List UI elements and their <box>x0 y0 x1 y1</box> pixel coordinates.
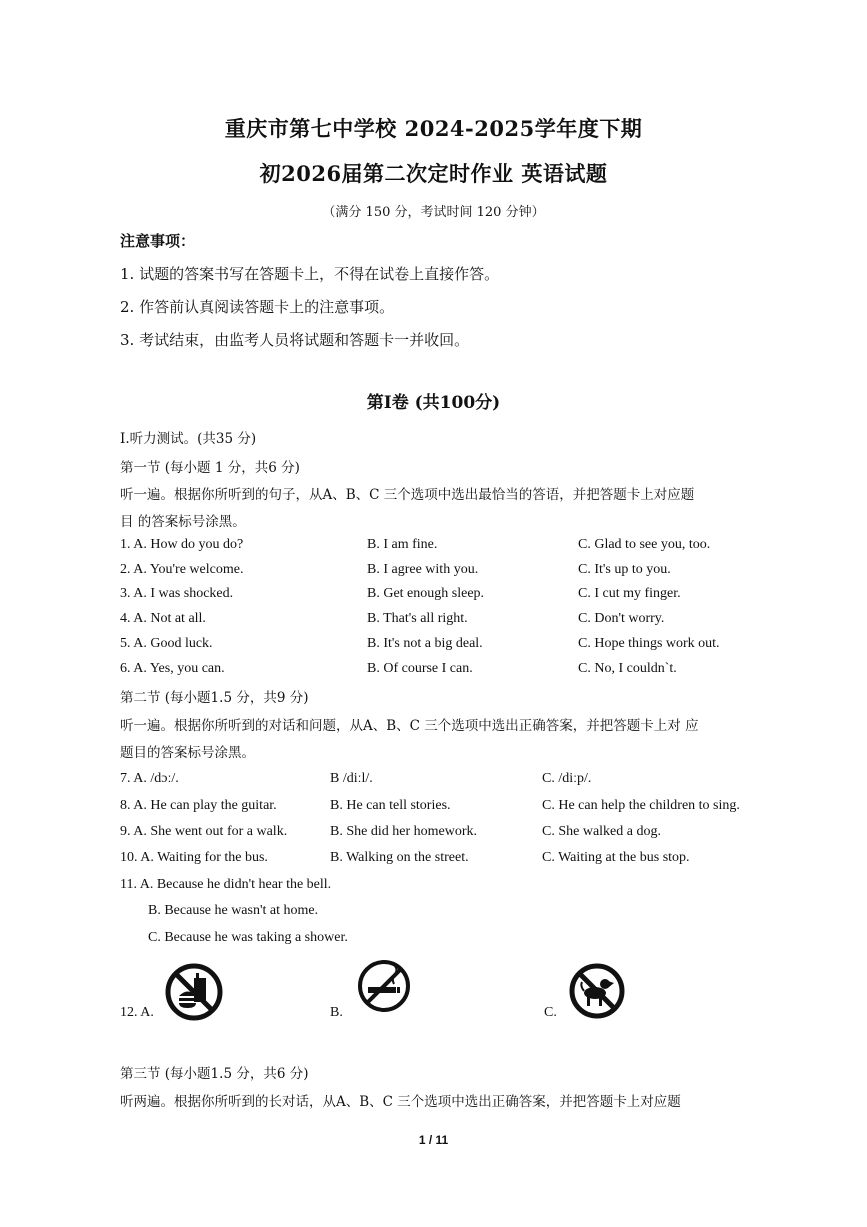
question-option-c: C. I cut my finger. <box>578 586 681 601</box>
question-option-c: C. Hope things work out. <box>578 636 720 651</box>
exam-subtitle: （满分 150 分，考试时间 120 分钟） <box>322 205 545 220</box>
page-number: 1 / 11 <box>418 1133 449 1147</box>
question-option-c: C. Glad to see you, too. <box>578 537 711 552</box>
notice-heading: 注意事项： <box>120 232 196 250</box>
section3-instruction: 听两遍。根据你所听到的长对话，从A、B、C 三个选项中选出正确答案，并把答题卡上对应题 <box>120 1094 681 1110</box>
notice-item: 1. 试题的答案书写在答题卡上，不得在试卷上直接作答。 <box>120 265 500 283</box>
section2-heading: 第二节 (每小题1.5 分，共9 分) <box>120 690 309 706</box>
section1-heading: 第一节 (每小题 1 分，共6 分) <box>120 460 300 476</box>
question-option-c: C. Waiting at the bus stop. <box>542 850 690 865</box>
question-option-b: B. Because he wasn't at home. <box>148 903 319 918</box>
part1-title: I.听力测试。(共35 分) <box>120 431 257 447</box>
question-option-c: C. /diːp/. <box>542 771 592 786</box>
question-option-a: 10. A. Waiting for the bus. <box>120 850 268 865</box>
question-option-a: 1. A. How do you do? <box>120 537 244 552</box>
exam-title-line1: 重庆市第七中学校 2024-2025学年度下期 <box>224 116 643 141</box>
question-option-b: B. I agree with you. <box>367 562 479 577</box>
question-option-a: 3. A. I was shocked. <box>120 586 234 601</box>
notice-item: 2. 作答前认真阅读答题卡上的注意事项。 <box>120 298 395 316</box>
q12-option-b-label: B. <box>330 1005 343 1020</box>
question-option-b: B /diːl/. <box>330 771 373 786</box>
question-option-a: 9. A. She went out for a walk. <box>120 824 288 839</box>
no-food-drink-icon <box>164 962 224 1026</box>
question-option-b: B. He can tell stories. <box>330 798 451 813</box>
question-option-b: B. Get enough sleep. <box>367 586 485 601</box>
question-option-c: C. Because he was taking a shower. <box>148 930 348 945</box>
question-option-a: 11. A. Because he didn't hear the bell. <box>120 877 332 892</box>
question-option-a: 5. A. Good luck. <box>120 636 213 651</box>
question-option-a: 8. A. He can play the guitar. <box>120 798 277 813</box>
question-option-c: C. Don't worry. <box>578 611 665 626</box>
q12-option-c-label: C. <box>544 1005 557 1020</box>
question-option-c: C. She walked a dog. <box>542 824 661 839</box>
section1-instruction: 目 的答案标号涂黑。 <box>120 514 246 530</box>
question-option-c: C. No, I couldn`t. <box>578 661 677 676</box>
no-dogs-icon <box>568 962 626 1024</box>
no-smoking-icon <box>356 958 412 1018</box>
question-option-a: 4. A. Not at all. <box>120 611 206 626</box>
question-option-b: B. That's all right. <box>367 611 468 626</box>
section2-instruction: 题目的答案标号涂黑。 <box>120 745 255 761</box>
section3-heading: 第三节 (每小题1.5 分，共6 分) <box>120 1066 309 1082</box>
section1-instruction: 听一遍。根据你所听到的句子，从A、B、C 三个选项中选出最恰当的答语，并把答题卡上对应题 <box>120 487 695 503</box>
question-option-a: 7. A. /dɔː/. <box>120 771 179 786</box>
question-option-b: B. I am fine. <box>367 537 438 552</box>
question-option-b: B. Walking on the street. <box>330 850 469 865</box>
question-option-c: C. He can help the children to sing. <box>542 798 740 813</box>
question-option-b: B. It's not a big deal. <box>367 636 483 651</box>
exam-title-line2: 初2026届第二次定时作业 英语试题 <box>259 161 608 186</box>
question-option-b: B. Of course I can. <box>367 661 473 676</box>
question-option-b: B. She did her homework. <box>330 824 477 839</box>
q12-option-a-label: 12. A. <box>120 1005 154 1020</box>
section2-instruction: 听一遍。根据你所听到的对话和问题，从A、B、C 三个选项中选出正确答案，并把答题卡上对 应 <box>120 718 699 734</box>
volume-title: 第I卷 (共100分) <box>366 393 501 413</box>
question-option-a: 2. A. You're welcome. <box>120 562 244 577</box>
notice-item: 3. 考试结束，由监考人员将试题和答题卡一并收回。 <box>120 331 470 349</box>
question-option-a: 6. A. Yes, you can. <box>120 661 225 676</box>
question-option-c: C. It's up to you. <box>578 562 671 577</box>
